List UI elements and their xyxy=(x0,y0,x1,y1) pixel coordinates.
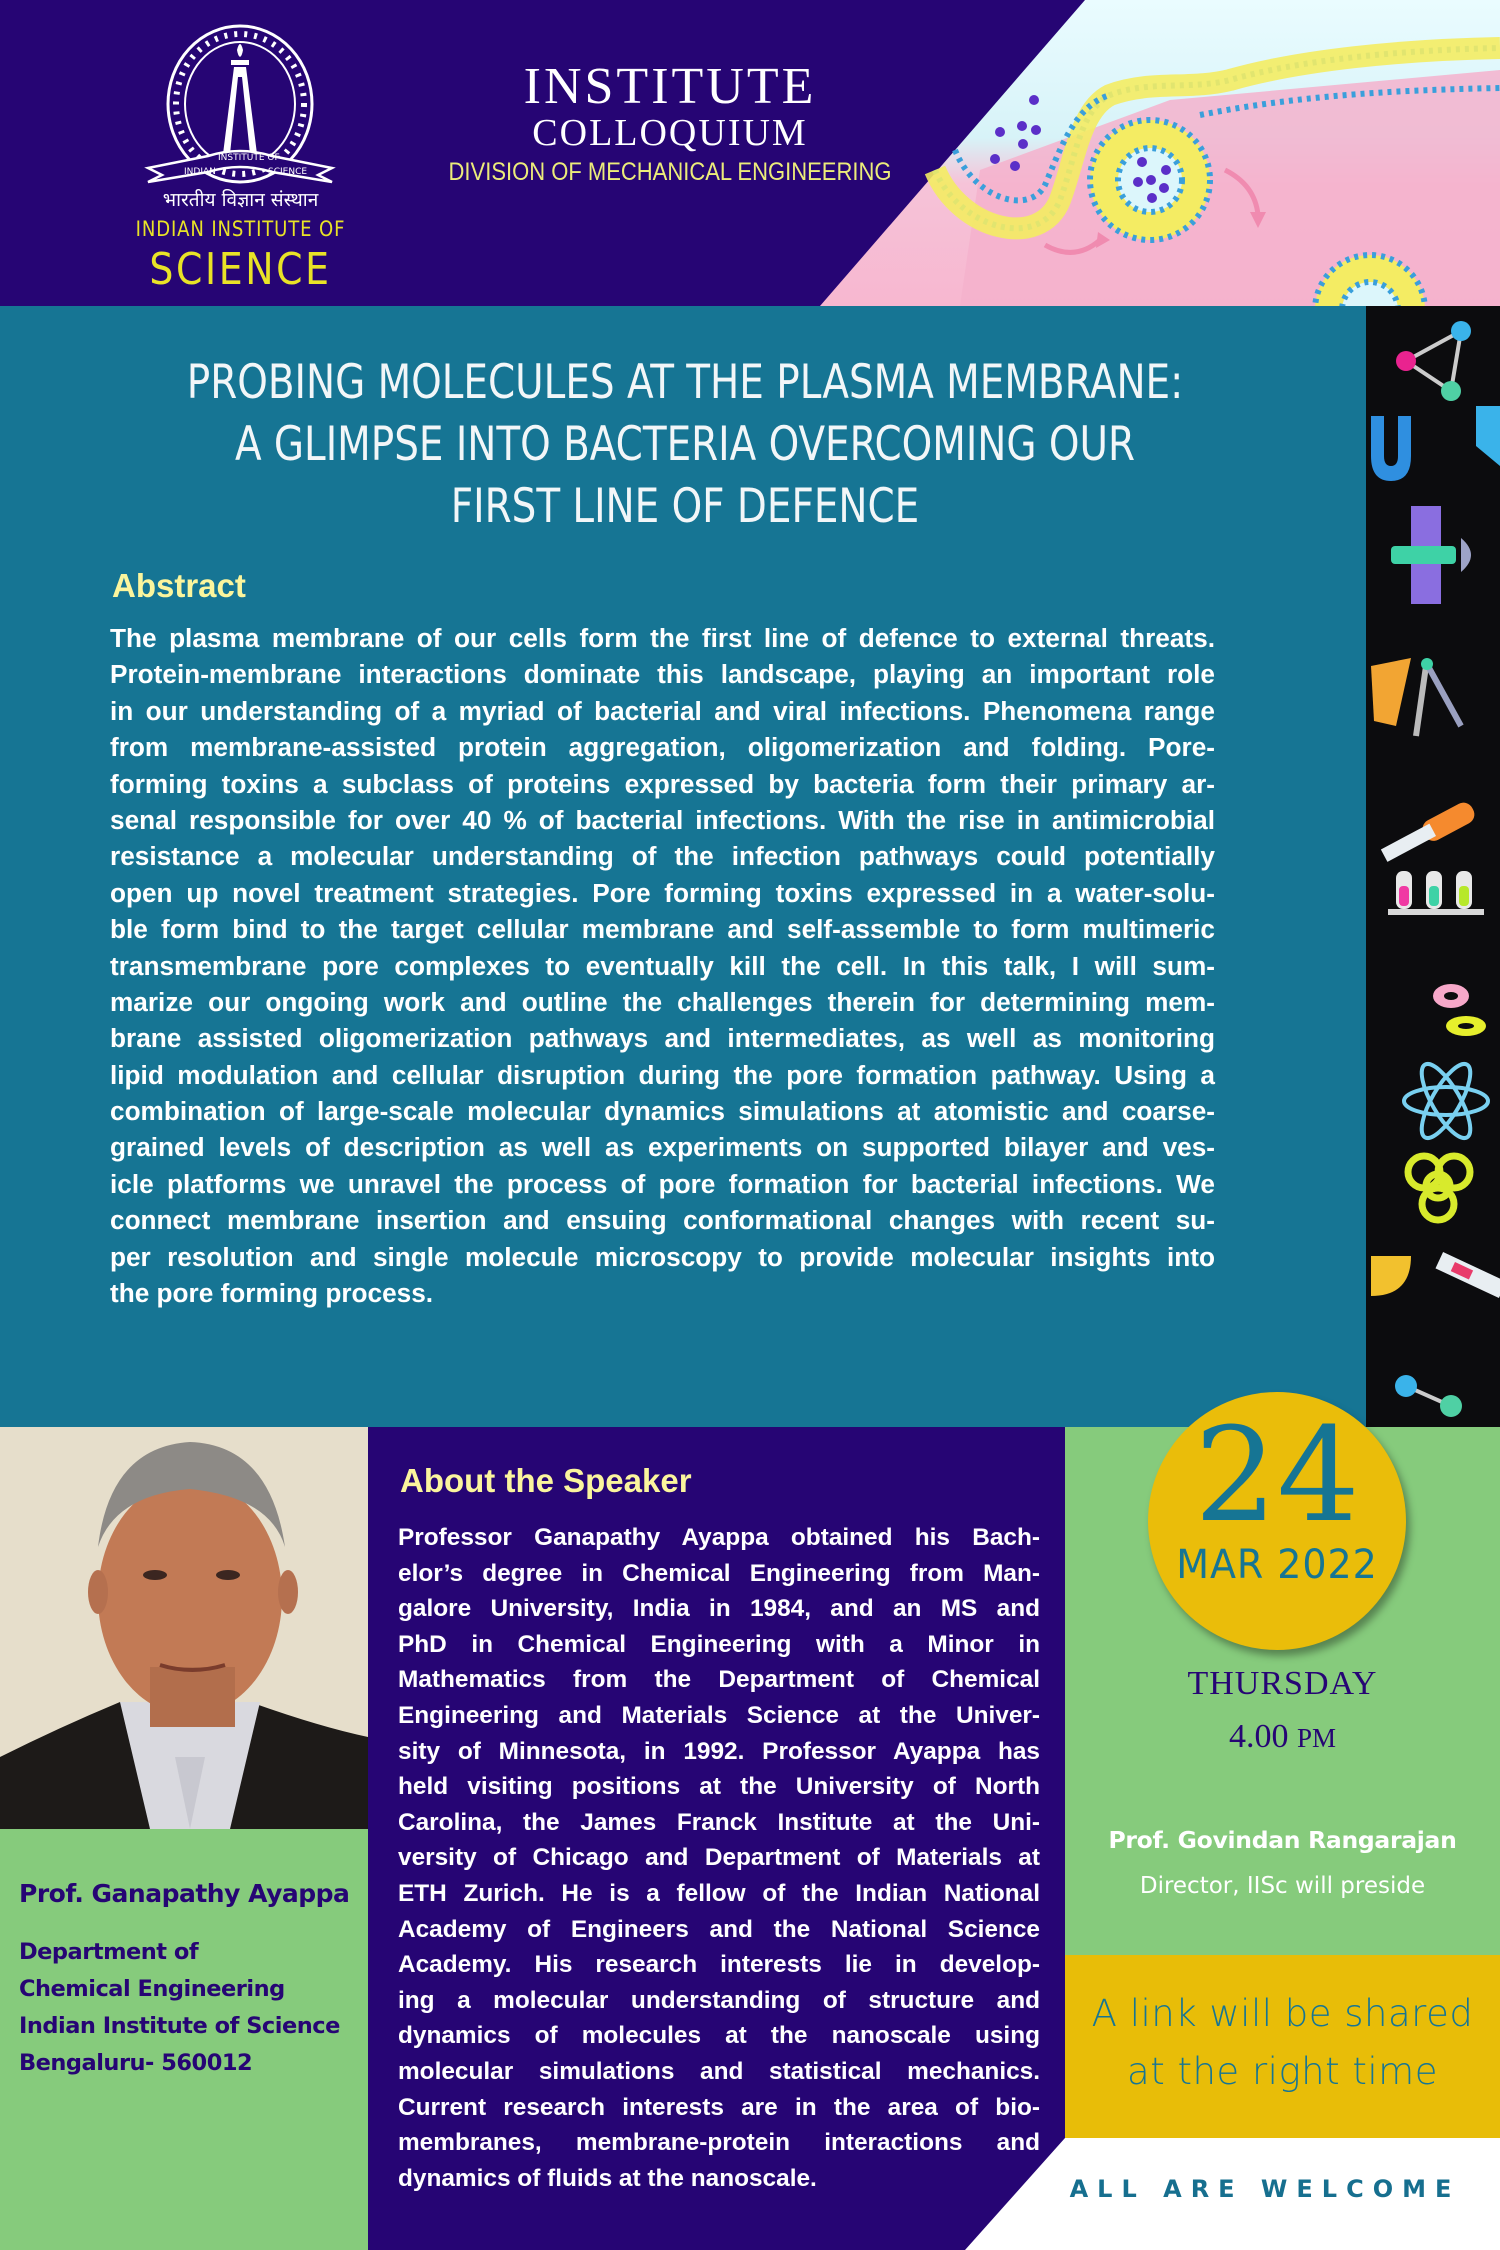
bio-line: Carolina, the James Franck Institute at the Uni- xyxy=(398,1808,1040,1836)
dropper-icon xyxy=(1381,799,1478,862)
bio-line: Professor Ganapathy Ayappa obtained his Bach- xyxy=(398,1524,1040,1551)
abstract-line: combination of large-scale molecular dynamics simulations at atomistic and coarse- xyxy=(110,1096,1215,1127)
link-note xyxy=(1065,1985,1500,2101)
compass-icon xyxy=(1416,658,1461,736)
presider-role: Director, IISc will preside xyxy=(1139,1873,1426,1899)
bio-line: galore University, India in 1984, and an MS and xyxy=(398,1595,1040,1623)
date-badge xyxy=(1148,1392,1406,1650)
bio-line: Mathematics from the Department of Chemical xyxy=(398,1666,1040,1694)
abstract-line: marize our ongoing work and outline the challenges therein for determining mem- xyxy=(110,986,1215,1017)
date-day: 24 xyxy=(1194,1399,1360,1551)
talk-title xyxy=(40,352,1330,538)
bio-line: held visiting positions at the University of North xyxy=(398,1773,1040,1801)
abstract-line: per resolution and single molecule microscopy to provide molecular insights into xyxy=(110,1241,1215,1272)
all-are-welcome: ALL ARE WELCOME xyxy=(1069,2175,1461,2203)
emblem-ribbon-center: INSTITUTE OF xyxy=(218,153,280,163)
donut-icons xyxy=(1433,984,1486,1036)
abstract-line: icle platforms we unravel the process of pore formation for bacterial infections. We xyxy=(110,1168,1215,1199)
abstract-line: connect membrane insertion and ensuing conformational changes with recent su- xyxy=(110,1205,1215,1236)
abstract-line: from membrane-assisted protein aggregation, oligomerization and folding. Pore- xyxy=(110,732,1215,763)
abstract-line: The plasma membrane of our cells form the first line of defence to external threats. xyxy=(110,623,1215,653)
bio-line: membranes, membrane-protein interactions and xyxy=(398,2129,1040,2157)
affiliation-line: Bengaluru- 560012 xyxy=(19,2050,253,2076)
abstract-line: brane assisted oligomerization pathways and intermediates, as well as monitoring xyxy=(110,1023,1215,1054)
abstract-line: the pore forming process. xyxy=(110,1278,434,1309)
bio-line: Academy. His research interests lie in develop- xyxy=(398,1951,1040,1979)
logo-name-line1: INDIAN INSTITUTE OF xyxy=(135,217,346,241)
division-name: DIVISION OF MECHANICAL ENGINEERING xyxy=(448,158,892,186)
logo-hindi-name: भारतीय विज्ञान संस्थान xyxy=(162,189,319,211)
event-time-number: 4.00 xyxy=(1228,1718,1289,1755)
bio-line: Engineering and Materials Science at the Univer- xyxy=(398,1701,1040,1729)
syringe-icon xyxy=(1435,1252,1500,1298)
satellite-icon xyxy=(1391,506,1471,604)
event-time xyxy=(1065,1718,1500,1756)
speaker-card xyxy=(0,1829,368,2250)
emblem-ribbon-right: SCIENCE xyxy=(268,167,308,177)
event-time-suffix: PM xyxy=(1296,1723,1337,1753)
speaker-affiliation xyxy=(19,1934,340,2082)
talk-title-line: FIRST LINE OF DEFENCE xyxy=(450,479,920,534)
colloquium-title xyxy=(430,60,910,192)
speaker-name: Prof. Ganapathy Ayappa xyxy=(19,1879,350,1908)
abstract-line: transmembrane pore complexes to eventually kill the cell. In this talk, I will sum- xyxy=(110,950,1215,981)
abstract-line: open up novel treatment strategies. Pore forming toxins expressed in a water-solu- xyxy=(110,877,1215,908)
bio-line: ing a molecular understanding of structure and xyxy=(398,1986,1040,2014)
speaker-photo xyxy=(0,1427,368,1829)
bio-line: Current research interests are in the area of bio- xyxy=(398,2093,1040,2121)
abstract-line: ble form bind to the target cellular membrane and self-assemble to form multimeric xyxy=(110,914,1215,945)
logo-name-line2: SCIENCE xyxy=(149,244,332,295)
about-speaker-heading: About the Speaker xyxy=(400,1462,692,1499)
talk-title-line: PROBING MOLECULES AT THE PLASMA MEMBRANE: xyxy=(186,355,1184,410)
bio-line: elor’s degree in Chemical Engineering from Man- xyxy=(398,1559,1040,1587)
bio-line: dynamics of fluids at the nanoscale. xyxy=(398,2164,817,2192)
bio-line: molecular simulations and statistical mechanics. xyxy=(398,2057,1040,2085)
abstract-line: forming toxins a subclass of proteins expressed by bacteria form their primary ar- xyxy=(110,768,1215,799)
abstract-line: Protein-membrane interactions dominate this landscape, playing an important role xyxy=(110,659,1215,690)
series-title-line2: COLLOQUIUM xyxy=(532,112,808,154)
bio-line: sity of Minnesota, in 1992. Professor Ayappa has xyxy=(398,1737,1040,1765)
abstract-line: senal responsible for over 40 % of bacterial infections. With the rise in antimicrobial xyxy=(110,804,1215,835)
speaker-bio xyxy=(398,1520,1040,2196)
protractor-icon xyxy=(1371,1256,1411,1296)
ruler-set-square-icon xyxy=(1371,658,1411,726)
molecule-icon xyxy=(1396,321,1471,401)
header-banner xyxy=(0,0,1500,306)
talk-title-line: A GLIMPSE INTO BACTERIA OVERCOMING OUR xyxy=(234,417,1136,472)
abstract-body xyxy=(110,620,1215,1311)
science-icon-strip xyxy=(1366,306,1500,1427)
magnet-icon xyxy=(1371,416,1411,481)
series-title-line1: INSTITUTE xyxy=(523,58,817,115)
bio-line: ETH Zurich. He is a fellow of the Indian National xyxy=(398,1879,1040,1907)
emblem-ribbon-left: INDIAN xyxy=(184,167,216,177)
flask-icon xyxy=(1476,406,1500,466)
bio-line: Academy of Engineers and the National Science xyxy=(398,1915,1040,1943)
affiliation-line: Department of xyxy=(19,1939,199,1965)
bio-line: PhD in Chemical Engineering with a Minor in xyxy=(398,1630,1040,1658)
presider-name: Prof. Govindan Rangarajan xyxy=(1108,1826,1457,1854)
affiliation-line: Indian Institute of Science xyxy=(19,2013,340,2039)
abstract-line: lipid modulation and cellular disruption during the pore formation pathway. Using a xyxy=(110,1059,1215,1090)
affiliation-line: Chemical Engineering xyxy=(19,1976,285,2002)
iisc-logo xyxy=(118,22,363,295)
test-tubes-icon xyxy=(1388,871,1484,915)
abstract-line: grained levels of description as well as experiments on supported bilayer and ves- xyxy=(110,1132,1215,1163)
abstract-line: in our understanding of a myriad of bacterial and viral infections. Phenomena range xyxy=(110,695,1215,726)
iisc-emblem-icon xyxy=(118,22,363,192)
abstract-heading: Abstract xyxy=(112,567,246,604)
atom-icon xyxy=(1404,1058,1488,1145)
event-weekday: THURSDAY xyxy=(1187,1665,1378,1702)
bio-line: dynamics of molecules at the nanoscale using xyxy=(398,2022,1040,2050)
biohazard-icon xyxy=(1408,1156,1470,1220)
link-note-line: at the right time xyxy=(1127,2050,1438,2093)
link-note-line: A link will be shared xyxy=(1091,1992,1474,2035)
date-month-year: MAR 2022 xyxy=(1176,1542,1378,1588)
abstract-line: resistance a molecular understanding of the infection pathways could potentially xyxy=(110,841,1215,872)
bio-line: versity of Chicago and Department of Materials at xyxy=(398,1844,1040,1872)
